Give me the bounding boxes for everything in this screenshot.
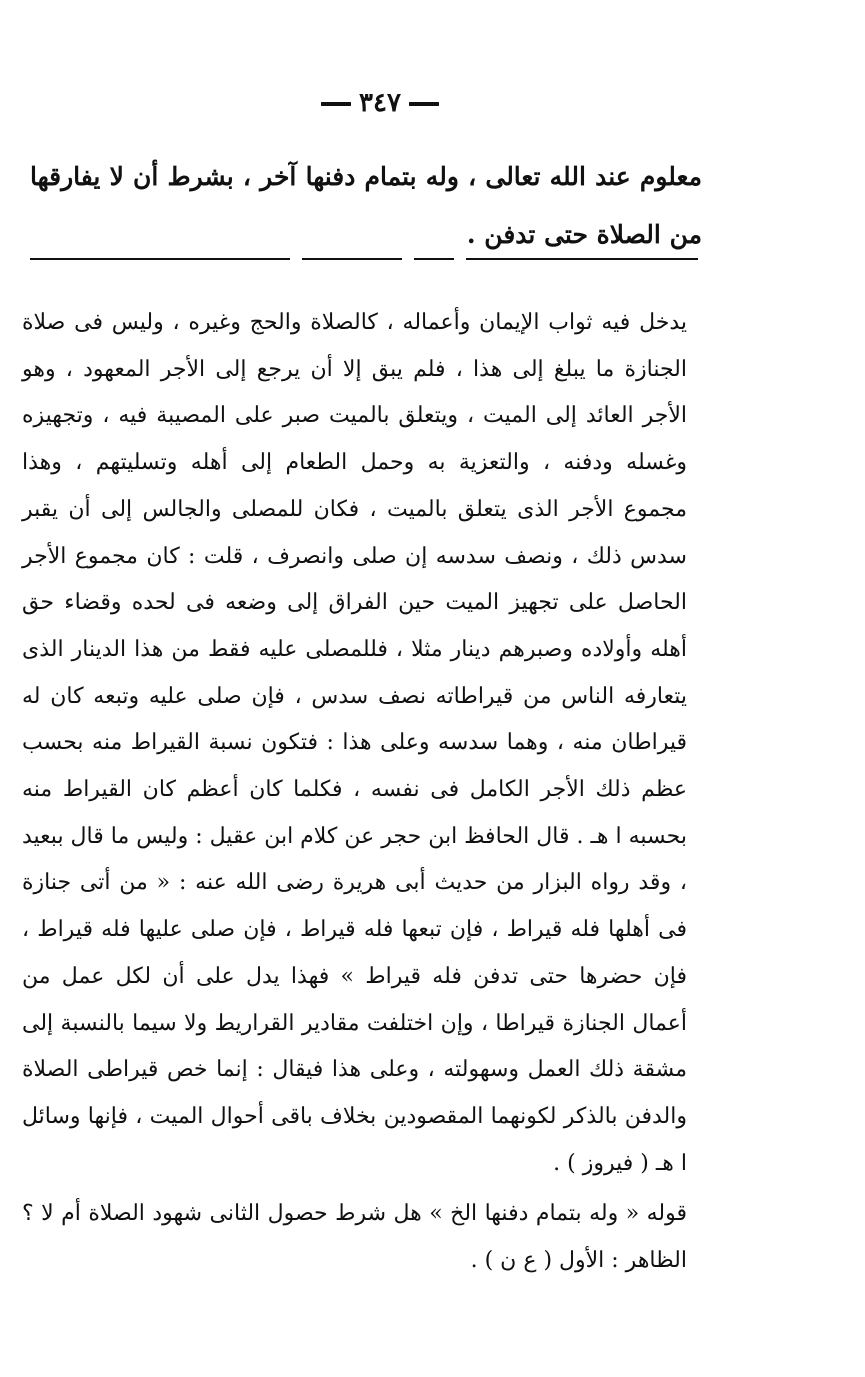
page-number xyxy=(0,88,760,118)
page-number-value: ٣٤٧ xyxy=(359,88,401,118)
main-paragraph: معلوم عند الله تعالى ، وله بتمام دفنها آخر ، بشرط أن لا يفارقها من الصلاة حتى تدفن . xyxy=(30,162,702,249)
footnote-1: يدخل فيه ثواب الإيمان وأعماله ، كالصلاة والحج وغيره ، وليس فى صلاة الجنازة ما يبلغ إلى هذا ، فلم يبق إلا أن يرجع إلى الأجر المعهود ، وهو الأجر العائد إلى الميت ، ويتعلق بالميت صبر على المصيبة فيه ، وتجهيزه وغسله ودفنه ، والتعزية به وحمل الطعام إلى أهله وتسليتهم ، وهذا مجموع الأجر الذى يتعلق بالميت ، فكان للمصلى والجالس إلى أن يقبر سدس ذلك ، ونصف سدسه إن صلى وانصرف ، قلت : كان مجموع الأجر الحاصل على تجهيز الميت حين الفراق إلى وضعه فى لحده وقضاء حق أهله وأولاده وصبرهم دينار مثلا ، فللمصلى عليه فقط من هذا الدينار الذى يتعارفه الناس من قيراطاته نصف سدس ، فإن صلى عليه وتبعه كان له قيراطان منه ، وهما سدسه وعلى هذا : فتكون نسبة القيراط منه بحسب عظم ذلك الأجر الكامل فى نفسه ، فكلما كان أعظم كان القيراط منه بحسبه ا هـ . قال الحافظ ابن حجر عن كلام ابن عقيل : وليس ما قال ببعيد ، وقد رواه البزار من حديث أبى هريرة رضى الله عنه : « من أتى جنازة فى أهلها فله قيراط ، فإن تبعها فله قيراط ، فإن صلى عليها فله قيراط ، فإن حضرها حتى تدفن فله قيراط » فهذا يدل على أن لكل عمل من أعمال الجنازة قيراطا ، وإن اختلفت مقادير القراريط ولا سيما بالنسبة إلى مشقة ذلك العمل وسهولته ، وعلى هذا فيقال : إنما خص قيراطى الصلاة والدفن بالذكر لكونهما المقصودين بخلاف باقى أحوال الميت ، فإنها وسائل ا هـ ( فيروز ) . xyxy=(22,310,687,1176)
footnote-2: قوله « وله بتمام دفنها الخ » هل شرط حصول الثانى شهود الصلاة أم لا ؟ الظاهر : الأول ( ع ن ) . xyxy=(22,1201,687,1274)
separator-segment xyxy=(414,258,454,260)
separator-segment xyxy=(30,258,290,260)
separator-segment xyxy=(302,258,402,260)
main-text xyxy=(30,148,702,264)
separator-segment xyxy=(466,258,698,260)
page-number-dash-left xyxy=(321,102,351,106)
page-number-dash-right xyxy=(409,102,439,106)
footnotes xyxy=(22,300,687,1285)
